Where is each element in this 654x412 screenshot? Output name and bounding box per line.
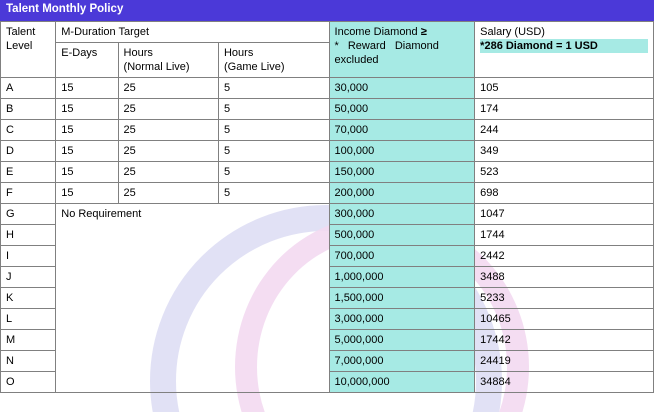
cell-talent-level: J	[1, 267, 56, 288]
cell-hours-normal: 25	[118, 120, 218, 141]
cell-income-diamond: 7,000,000	[329, 351, 475, 372]
cell-e-days: 15	[56, 162, 118, 183]
cell-talent-level: M	[1, 330, 56, 351]
header-salary-usd	[475, 22, 654, 78]
cell-hours-game: 5	[218, 78, 329, 99]
cell-e-days: 15	[56, 141, 118, 162]
cell-salary-usd: 2442	[475, 246, 654, 267]
cell-hours-game: 5	[218, 141, 329, 162]
greater-equal-icon: ≥	[420, 26, 427, 38]
cell-salary-usd: 34884	[475, 372, 654, 393]
cell-salary-usd: 24419	[475, 351, 654, 372]
cell-salary-usd: 1047	[475, 204, 654, 225]
cell-hours-game: 5	[218, 120, 329, 141]
cell-salary-usd: 1744	[475, 225, 654, 246]
page-title: Talent Monthly Policy	[0, 0, 654, 21]
table-row	[1, 183, 654, 204]
cell-salary-usd: 5233	[475, 288, 654, 309]
cell-income-diamond: 50,000	[329, 99, 475, 120]
cell-hours-normal: 25	[118, 99, 218, 120]
cell-e-days: 15	[56, 120, 118, 141]
cell-income-diamond: 3,000,000	[329, 309, 475, 330]
header-hours-game-line1: Hours	[223, 47, 254, 59]
header-hours-normal-line2: (Normal Live)	[123, 61, 190, 73]
cell-talent-level: D	[1, 141, 56, 162]
cell-talent-level: E	[1, 162, 56, 183]
cell-talent-level: B	[1, 99, 56, 120]
cell-e-days: 15	[56, 183, 118, 204]
header-income-diamond	[329, 22, 475, 78]
cell-hours-game: 5	[218, 162, 329, 183]
cell-talent-level: G	[1, 204, 56, 225]
cell-e-days: 15	[56, 99, 118, 120]
header-talent-level	[1, 22, 56, 78]
cell-hours-game: 5	[218, 183, 329, 204]
cell-no-requirement: No Requirement	[56, 204, 329, 393]
cell-hours-normal: 25	[118, 141, 218, 162]
cell-salary-usd: 3488	[475, 267, 654, 288]
cell-income-diamond: 150,000	[329, 162, 475, 183]
header-talent-level-line2: Level	[6, 40, 33, 52]
table-row	[1, 204, 654, 225]
cell-salary-usd: 349	[475, 141, 654, 162]
cell-talent-level: C	[1, 120, 56, 141]
header-hours-game-live	[218, 43, 329, 78]
cell-salary-usd: 698	[475, 183, 654, 204]
header-hours-normal-line1: Hours	[123, 47, 153, 59]
cell-income-diamond: 100,000	[329, 141, 475, 162]
header-income-note-line2: excluded	[334, 54, 379, 66]
header-hours-game-line2: (Game Live)	[223, 61, 285, 73]
cell-income-diamond: 5,000,000	[329, 330, 475, 351]
table-row	[1, 162, 654, 183]
cell-income-diamond: 300,000	[329, 204, 475, 225]
cell-hours-game: 5	[218, 99, 329, 120]
cell-income-diamond: 1,500,000	[329, 288, 475, 309]
cell-income-diamond: 10,000,000	[329, 372, 475, 393]
table-header-row-1	[1, 22, 654, 43]
header-salary-note: *286 Diamond = 1 USD	[480, 39, 648, 53]
cell-income-diamond: 30,000	[329, 78, 475, 99]
cell-talent-level: N	[1, 351, 56, 372]
cell-income-diamond: 1,000,000	[329, 267, 475, 288]
cell-salary-usd: 10465	[475, 309, 654, 330]
header-income-note-line1: * Reward Diamond	[334, 40, 439, 52]
header-income-diamond-text: Income Diamond	[334, 26, 418, 38]
cell-talent-level: H	[1, 225, 56, 246]
cell-salary-usd: 244	[475, 120, 654, 141]
table-row	[1, 120, 654, 141]
cell-salary-usd: 523	[475, 162, 654, 183]
cell-salary-usd: 105	[475, 78, 654, 99]
cell-talent-level: A	[1, 78, 56, 99]
cell-hours-normal: 25	[118, 78, 218, 99]
cell-income-diamond: 200,000	[329, 183, 475, 204]
cell-talent-level: K	[1, 288, 56, 309]
table-row	[1, 99, 654, 120]
header-salary-usd-title: Salary (USD)	[480, 26, 545, 38]
header-e-days: E-Days	[56, 43, 118, 78]
header-income-diamond-title	[335, 25, 470, 39]
cell-hours-normal: 25	[118, 162, 218, 183]
cell-salary-usd: 174	[475, 99, 654, 120]
talent-monthly-policy-table	[0, 21, 654, 393]
cell-income-diamond: 70,000	[329, 120, 475, 141]
header-m-duration-target: M-Duration Target	[56, 22, 329, 43]
header-hours-normal-live	[118, 43, 218, 78]
cell-talent-level: I	[1, 246, 56, 267]
cell-salary-usd: 17442	[475, 330, 654, 351]
cell-hours-normal: 25	[118, 183, 218, 204]
header-talent-level-line1: Talent	[6, 26, 36, 38]
table-row	[1, 78, 654, 99]
cell-income-diamond: 700,000	[329, 246, 475, 267]
table-row	[1, 141, 654, 162]
cell-talent-level: L	[1, 309, 56, 330]
cell-talent-level: O	[1, 372, 56, 393]
cell-e-days: 15	[56, 78, 118, 99]
cell-talent-level: F	[1, 183, 56, 204]
cell-income-diamond: 500,000	[329, 225, 475, 246]
